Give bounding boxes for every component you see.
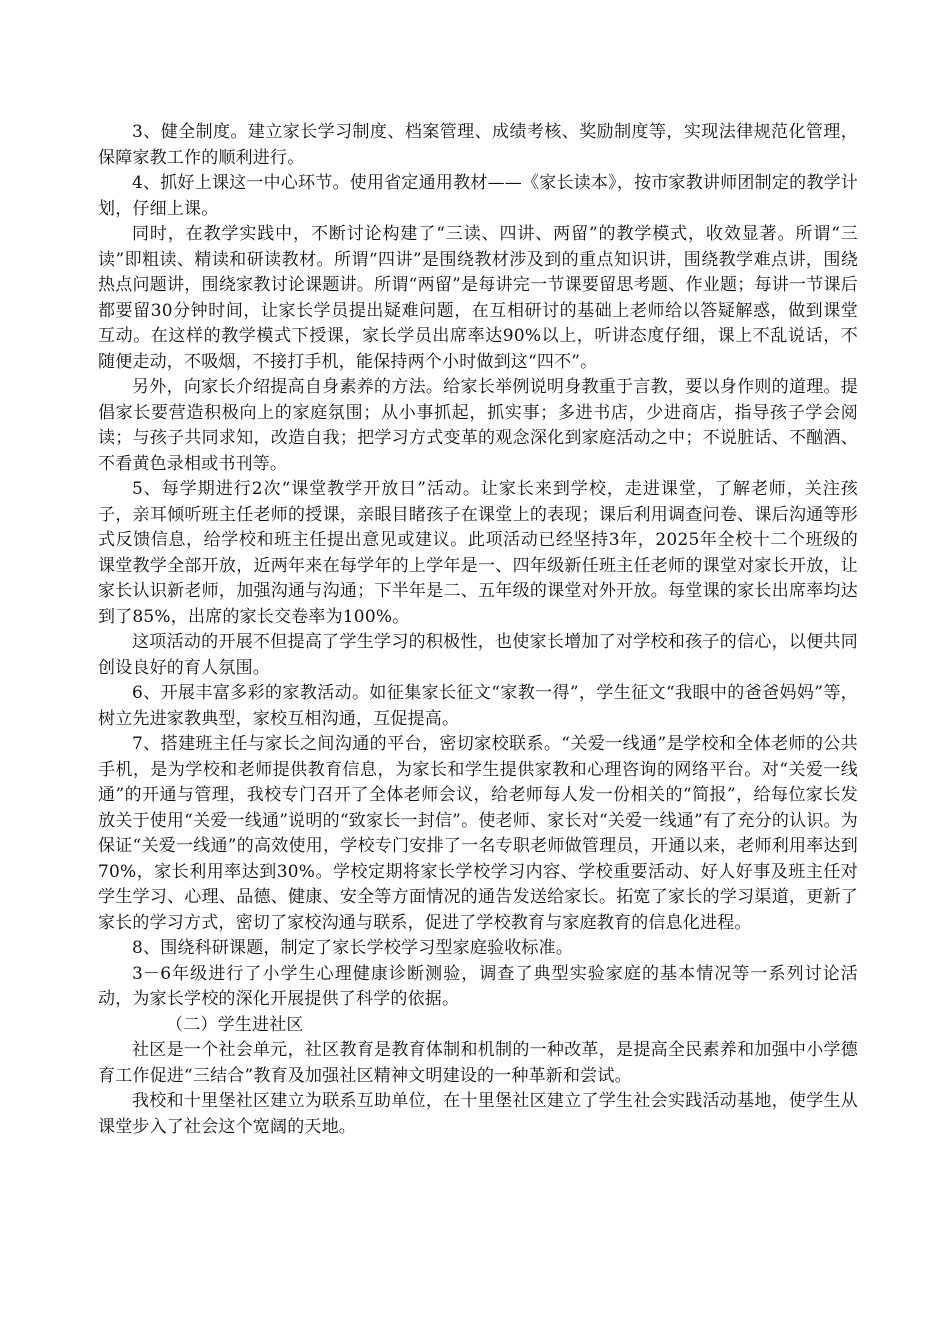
section-heading: （二）学生进社区 — [166, 1014, 304, 1035]
paragraph-parent-quality: 另外，向家长介绍提高自身素养的方法。给家长举例说明身教重于言教，要以身作则的道理。提倡家长要营造积极向上的家庭氛围；从小事抓起，抓实事；多进书店，少进商店，指导孩子学会阅读；与孩子共同求知，改造自我；把学习方式变革的观念深化到家庭活动之中；不说脏话、不酗酒、不看黄色录相或书刊等。 — [98, 377, 858, 474]
paragraph-open-day: 5、每学期进行2次“课堂教学开放日”活动。让家长来到学校，走进课堂，了解老师，关注孩子，亲耳倾听班主任老师的授课，亲眼目睹孩子在课堂上的表现；课后利用调查问卷、课后沟通等形式反馈信息，给学校和班主任提出意见或建议。此项活动已经坚持3年，2025年全校十二个班级的课堂教学全部开放，近两年来在每学年的上学年是一、四年级新任班主任老师的课堂对家长开放，让家长认识新老师，加强沟通与沟通；下半年是二、五年级的课堂对外开放。每堂课的家长出席率均达到了85%，出席的家长交卷率为100%。 — [98, 479, 858, 627]
paragraph-class-focus: 4、抓好上课这一中心环节。使用省定通用教材——《家长读本》，按市家教讲师团制定的教学计划，仔细上课。 — [98, 173, 858, 219]
paragraph-health-survey: 3－6年级进行了小学生心理健康诊断测验，调查了典型实验家庭的基本情况等一系列讨论活动，为家长学校的深化开展提供了科学的依据。 — [98, 963, 858, 1009]
paragraph-community-base: 我校和十里堡社区建立为联系互助单位，在十里堡社区建立了学生社会实践活动基地，使学生从课堂步入了社会这个宽阔的天地。 — [98, 1091, 858, 1137]
paragraph-family-activities: 6、开展丰富多彩的家教活动。如征集家长征文“家教一得”，学生征文“我眼中的爸爸妈妈”等，树立先进家教典型，家校互相沟通，互促提高。 — [98, 683, 858, 729]
document-body — [98, 120, 858, 1140]
paragraph-community-intro: 社区是一个社会单元，社区教育是教育体制和机制的一种改革，是提高全民素养和加强中小学德育工作促进“三结合”教育及加强社区精神文明建设的一种革新和尝试。 — [98, 1040, 858, 1086]
paragraph-teaching-model: 同时，在教学实践中，不断讨论构建了“三读、四讲、两留”的教学模式，收效显著。所谓“三读”即粗读、精读和研读教材。所谓“四讲”是围绕教材涉及到的重点知识讲，围绕教学难点讲，围绕热点问题讲，围绕家教讨论课题讲。所谓“两留”是每讲完一节课要留思考题、作业题；每讲一节课后都要留30分钟时间，让家长学员提出疑难问题，在互相研讨的基础上老师给以答疑解惑，做到课堂互动。在这样的教学模式下授课，家长学员出席率达90%以上，听讲态度仔细，课上不乱说话，不随便走动，不吸烟，不接打手机，能保持两个小时做到这“四不”。 — [98, 224, 858, 372]
paragraph-rules: 3、健全制度。建立家长学习制度、档案管理、成绩考核、奖励制度等，实现法律规范化管理，保障家教工作的顺利进行。 — [98, 122, 858, 168]
paragraph-research-topic: 8、围绕科研课题，制定了家长学校学习型家庭验收标准。 — [132, 938, 574, 958]
paragraph-open-day-effect: 这项活动的开展不但提高了学生学习的积极性，也使家长增加了对学校和孩子的信心，以便共同创设良好的育人氛围。 — [98, 632, 858, 678]
paragraph-communication-platform: 7、搭建班主任与家长之间沟通的平台，密切家校联系。“关爱一线通”是学校和全体老师的公共手机，是为学校和老师提供教育信息，为家长和学生提供家教和心理咨询的网络平台。对“关爱一线通”的开通与管理，我校专门召开了全体老师会议，给老师每人发一份相关的“简报”，给每位家长发放关于使用“关爱一线通”说明的“致家长一封信”。使老师、家长对“关爱一线通”有了充分的认识。为保证“关爱一线通”的高效使用，学校专门安排了一名专职老师做管理员，开通以来，老师利用率达到70%，家长利用率达到30%。学校定期将家长学校学习内容、学校重要活动、好人好事及班主任对学生学习、心理、品德、健康、安全等方面情况的通告发送给家长。拓宽了家长的学习渠道，更新了家长的学习方式，密切了家校沟通与联系，促进了学校教育与家庭教育的信息化进程。 — [98, 734, 858, 933]
